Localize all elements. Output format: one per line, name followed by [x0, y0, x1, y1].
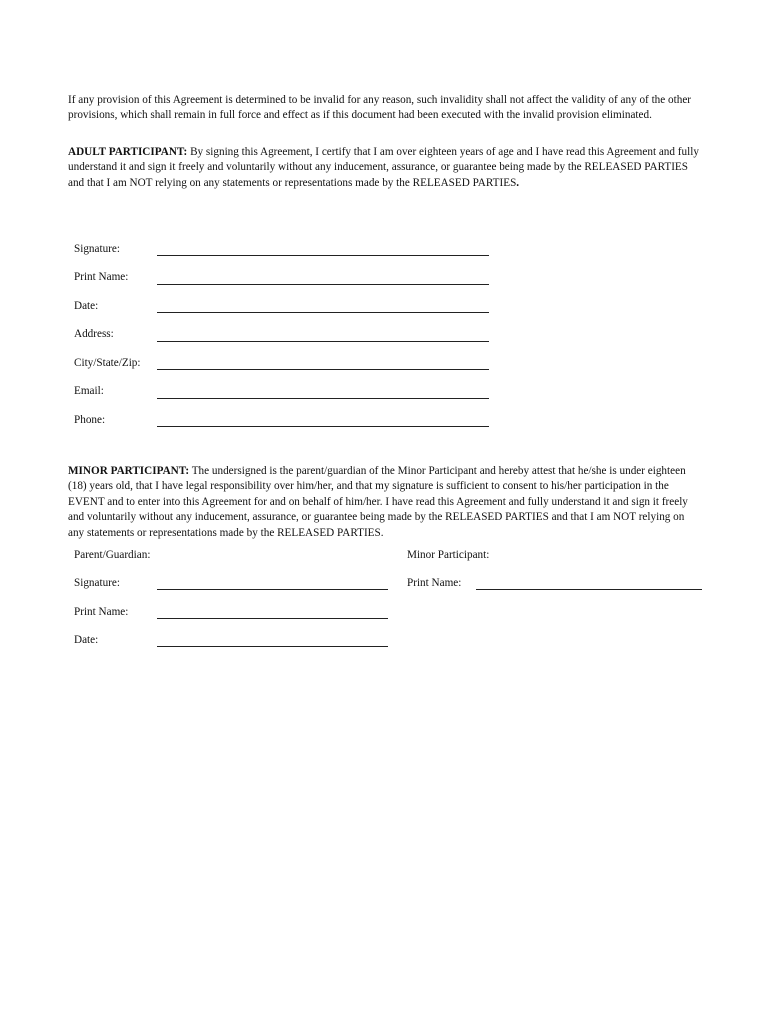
minor-print-name-label: Print Name:: [407, 577, 462, 589]
adult-date-field[interactable]: [157, 312, 489, 313]
adult-participant-period: .: [516, 176, 520, 189]
adult-city-state-zip-label: City/State/Zip:: [74, 357, 141, 369]
guardian-date-label: Date:: [74, 634, 99, 646]
adult-phone-label: Phone:: [74, 414, 106, 426]
adult-participant-text: By signing this Agreement, I certify that I am over eighteen years of age and I have read this Agreement and fully understand it and sign it freely and voluntarily without any inducement, assurance, or guarantee being made by the RELEASED PARTIES and that I am NOT relying on any statements or representations made by the RELEASED PARTIES: [68, 146, 699, 189]
adult-phone-field[interactable]: [157, 426, 489, 427]
severability-paragraph: If any provision of this Agreement is determined to be invalid for any reason, such invalidity shall not affect the validity of any of the other provisions, which shall remain in full force and effect as if this document had been executed with the invalid provision eliminated.: [68, 94, 692, 122]
guardian-print-name-label: Print Name:: [74, 606, 129, 618]
adult-print-name-label: Print Name:: [74, 271, 129, 283]
adult-signature-label: Signature:: [74, 243, 120, 255]
parent-guardian-heading: Parent/Guardian:: [74, 549, 151, 561]
minor-participant-paragraph: [68, 464, 700, 541]
adult-date-label: Date:: [74, 300, 99, 312]
minor-participant-heading: MINOR PARTICIPANT:: [68, 465, 190, 477]
adult-participant-paragraph: [68, 145, 700, 191]
adult-city-state-zip-field[interactable]: [157, 369, 489, 370]
guardian-date-field[interactable]: [157, 646, 388, 647]
guardian-signature-field[interactable]: [157, 589, 388, 590]
minor-participant-subheading: Minor Participant:: [407, 549, 490, 561]
adult-email-field[interactable]: [157, 398, 489, 399]
guardian-signature-label: Signature:: [74, 577, 120, 589]
adult-signature-field[interactable]: [157, 255, 489, 256]
adult-print-name-field[interactable]: [157, 284, 489, 285]
minor-print-name-field[interactable]: [476, 589, 702, 590]
adult-address-label: Address:: [74, 328, 114, 340]
guardian-print-name-field[interactable]: [157, 618, 388, 619]
adult-address-field[interactable]: [157, 341, 489, 342]
adult-participant-heading: ADULT PARTICIPANT:: [68, 146, 188, 158]
adult-email-label: Email:: [74, 385, 104, 397]
minor-participant-text: The undersigned is the parent/guardian of the Minor Participant and hereby attest that he/she is under eighteen (18) years old, that I have legal responsibility over him/her, and that my signature is sufficient to consent to his/her participation in the EVENT and to enter into this Agreement for and on behalf of him/her. I have read this Agreement and fully understand it and sign it freely and voluntarily without any inducement, assurance, or guarantee being made by the RELEASED PARTIES and that I am NOT relying on any statements or representations made by the RELEASED PARTIES.: [68, 465, 688, 539]
